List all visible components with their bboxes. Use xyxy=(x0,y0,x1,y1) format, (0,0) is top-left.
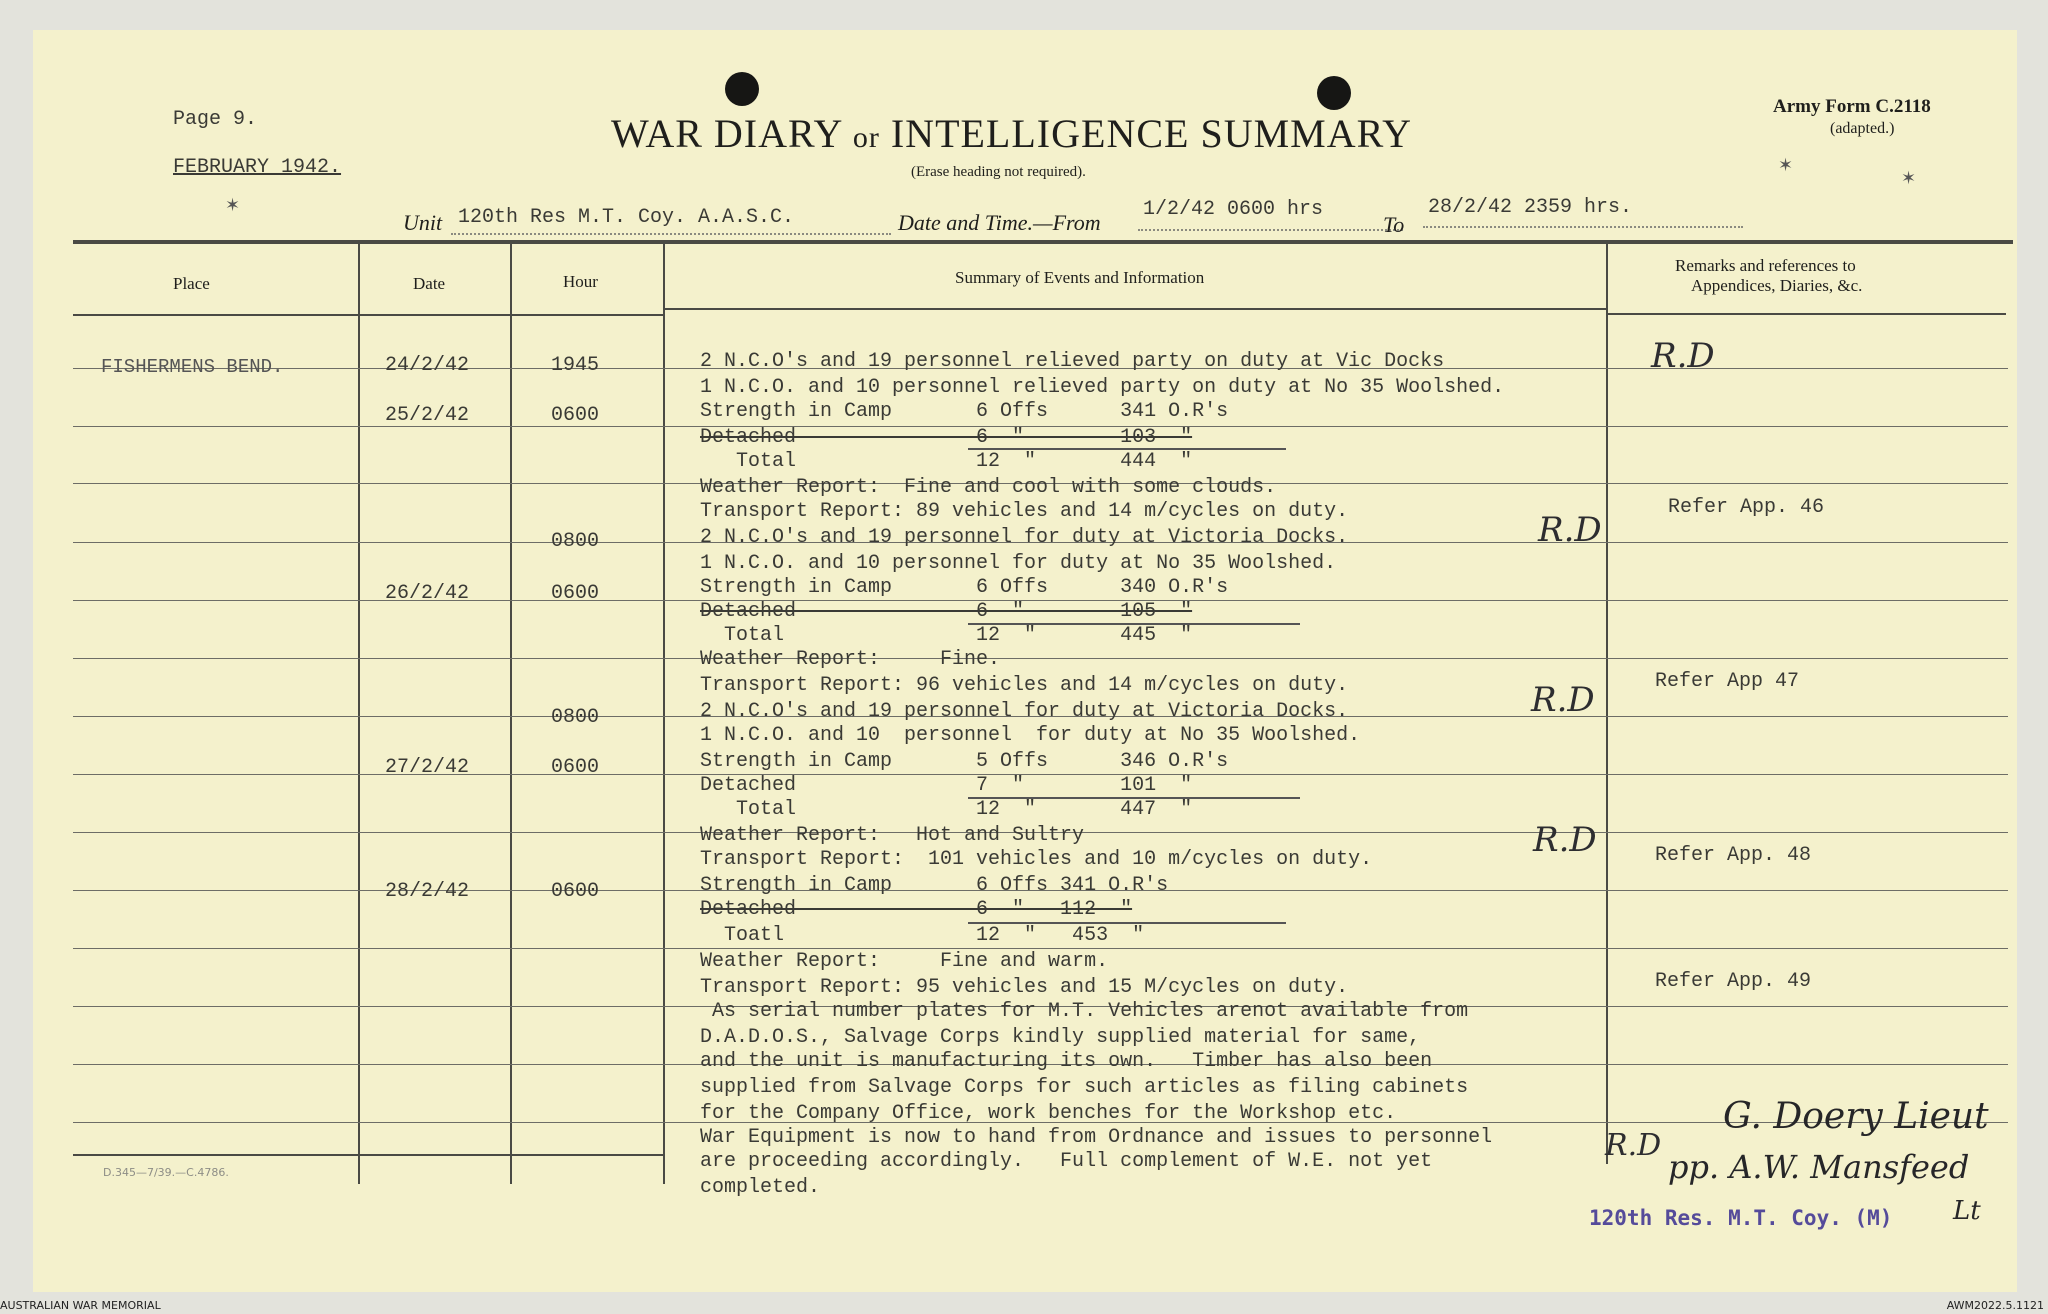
event-line: 1 N.C.O. and 10 personnel relieved party on duty at No 35 Woolshed. xyxy=(700,376,1505,399)
handwritten-initials: R.D xyxy=(1538,510,1602,550)
page-number: Page 9. xyxy=(173,108,258,131)
footer-archive-credit: AUSTRALIAN WAR MEMORIAL xyxy=(0,1299,161,1312)
col-header-summary: Summary of Events and Information xyxy=(955,268,1205,287)
col-header-hour: Hour xyxy=(563,272,598,291)
event-line: 2 N.C.O's and 19 personnel for duty at Victoria Docks. xyxy=(700,700,1349,723)
to-label: To xyxy=(1383,212,1405,237)
event-line: Strength in Camp 5 Offs 346 O.R's xyxy=(700,750,1229,773)
total-underline xyxy=(968,623,1300,625)
event-line: Total 12 " 445 " xyxy=(700,624,1193,647)
event-line: Toatl 12 " 453 " xyxy=(700,924,1145,947)
header-bottom-rule-remarks xyxy=(1606,313,2006,315)
from-dotline xyxy=(1138,229,1403,231)
remark-app-47: Refer App 47 xyxy=(1655,670,1800,693)
date-27-2-42: 27/2/42 xyxy=(385,756,470,779)
event-line: 1 N.C.O. and 10 personnel for duty at No 35 Woolshed. xyxy=(700,552,1337,575)
row-rule xyxy=(73,658,2008,659)
staple-mark: ✶ xyxy=(1901,168,1917,189)
col-divider-date-hour xyxy=(510,244,512,1184)
event-line: 2 N.C.O's and 19 personnel for duty at Victoria Docks. xyxy=(700,526,1349,549)
date-time-label: Date and Time.—From xyxy=(898,210,1101,235)
unit-label: Unit xyxy=(403,210,443,235)
erase-note: (Erase heading not required). xyxy=(911,164,1086,180)
hour-0800: 0800 xyxy=(551,530,600,553)
unit-dotline xyxy=(451,233,891,235)
col-header-remarks-2: Appendices, Diaries, &c. xyxy=(1691,276,1863,295)
hour-0600: 0600 xyxy=(551,582,600,605)
event-line: completed. xyxy=(700,1176,821,1199)
total-underline xyxy=(968,448,1286,450)
table-top-rule xyxy=(73,240,2013,244)
hour-0600: 0600 xyxy=(551,756,600,779)
col-header-remarks-1: Remarks and references to xyxy=(1675,256,1856,275)
event-line: 2 N.C.O's and 19 personnel relieved party on duty at Vic Docks xyxy=(700,350,1445,373)
remark-app-46: Refer App. 46 xyxy=(1668,496,1825,519)
event-line: Detached 6 " 103 " xyxy=(700,426,1193,449)
event-line: Transport Report: 96 vehicles and 14 m/cycles on duty. xyxy=(700,674,1349,697)
header-bottom-rule xyxy=(73,314,663,316)
staple-mark: ✶ xyxy=(1778,155,1794,176)
title-intelligence-summary: INTELLIGENCE SUMMARY xyxy=(890,111,1412,156)
unit-value: 120th Res M.T. Coy. A.A.S.C. xyxy=(458,206,795,229)
event-line: War Equipment is now to hand from Ordnance and issues to personnel xyxy=(700,1126,1493,1149)
event-line: Strength in Camp 6 Offs 341 O.R's xyxy=(700,874,1169,897)
footer-reference-number: AWM2022.5.1121 xyxy=(1946,1299,2044,1312)
place-entry: FISHERMENS BEND. xyxy=(101,356,284,378)
event-line: D.A.D.O.S., Salvage Corps kindly supplied material for same, xyxy=(700,1026,1421,1049)
event-line: Total 12 " 447 " xyxy=(700,798,1193,821)
event-line: Detached 6 " 105 " xyxy=(700,600,1193,623)
hour-1945: 1945 xyxy=(551,354,600,377)
col-header-place: Place xyxy=(173,274,210,293)
event-line: Strength in Camp 6 Offs 340 O.R's xyxy=(700,576,1229,599)
event-line: Transport Report: 95 vehicles and 15 M/cycles on duty. xyxy=(700,976,1349,999)
event-line: for the Company Office, work benches for the Workshop etc. xyxy=(700,1102,1397,1125)
event-line: Weather Report: Fine. xyxy=(700,648,1001,671)
to-value: 28/2/42 2359 hrs. xyxy=(1428,196,1633,219)
header-bottom-rule-summary xyxy=(663,308,1607,310)
army-form-label: Army Form C.2118 xyxy=(1773,96,1931,117)
signature-rank: Lt xyxy=(1953,1196,1981,1226)
signature-lieut: G. Doery Lieut xyxy=(1723,1096,1989,1137)
staple-mark: ✶ xyxy=(225,195,241,216)
col-divider-hour-summary xyxy=(663,244,665,1184)
event-line: are proceeding accordingly. Full complement of W.E. not yet xyxy=(700,1150,1433,1173)
event-line: Detached 7 " 101 " xyxy=(700,774,1193,797)
row-rule xyxy=(73,948,2008,949)
date-24-2-42: 24/2/42 xyxy=(385,354,470,377)
punch-hole-right xyxy=(1317,76,1351,110)
handwritten-initials: R.D xyxy=(1533,820,1597,860)
hour-0600: 0600 xyxy=(551,880,600,903)
date-28-2-42: 28/2/42 xyxy=(385,880,470,903)
to-dotline xyxy=(1423,226,1743,228)
col-divider-summary-remarks xyxy=(1606,244,1608,1164)
title-war-diary: WAR DIARY xyxy=(611,111,842,156)
page-title xyxy=(611,110,1412,157)
table-bottom-rule xyxy=(73,1154,663,1156)
event-line: Strength in Camp 6 Offs 341 O.R's xyxy=(700,400,1229,423)
print-code: D.345—7/39.—C.4786. xyxy=(103,1166,229,1179)
signature-pp: pp. A.W. Mansfeed xyxy=(1668,1148,1970,1186)
hour-0600: 0600 xyxy=(551,404,600,427)
event-line: As serial number plates for M.T. Vehicles arenot available from xyxy=(700,1000,1469,1023)
date-25-2-42: 25/2/42 xyxy=(385,404,470,427)
event-line: Transport Report: 89 vehicles and 14 m/cycles on duty. xyxy=(700,500,1349,523)
event-line: Total 12 " 444 " xyxy=(700,450,1193,473)
event-line: and the unit is manufacturing its own. Timber has also been xyxy=(700,1050,1433,1073)
punch-hole-left xyxy=(725,72,759,106)
event-line: Weather Report: Hot and Sultry xyxy=(700,824,1085,847)
handwritten-initials: R.D xyxy=(1531,680,1595,720)
event-line: Transport Report: 101 vehicles and 10 m/cycles on duty. xyxy=(700,848,1373,871)
handwritten-initials: R.D xyxy=(1651,336,1715,376)
handwritten-initials: R.D xyxy=(1605,1128,1662,1163)
event-line: Weather Report: Fine and cool with some clouds. xyxy=(700,476,1277,499)
adapted-label: (adapted.) xyxy=(1830,120,1895,137)
total-underline xyxy=(968,922,1286,924)
col-divider-place-date xyxy=(358,244,360,1184)
total-underline xyxy=(968,797,1300,799)
remark-app-48: Refer App. 48 xyxy=(1655,844,1812,867)
col-header-date: Date xyxy=(413,274,446,293)
hour-0800: 0800 xyxy=(551,706,600,729)
diary-sheet xyxy=(33,30,2017,1292)
event-line: 1 N.C.O. and 10 personnel for duty at No 35 Woolshed. xyxy=(700,724,1361,747)
date-26-2-42: 26/2/42 xyxy=(385,582,470,605)
unit-stamp: 120th Res. M.T. Coy. (M) xyxy=(1589,1206,1893,1230)
remark-app-49: Refer App. 49 xyxy=(1655,970,1812,993)
from-value: 1/2/42 0600 hrs xyxy=(1143,198,1324,221)
event-line: supplied from Salvage Corps for such articles as filing cabinets xyxy=(700,1076,1469,1099)
event-line: Weather Report: Fine and warm. xyxy=(700,950,1109,973)
month-heading: FEBRUARY 1942. xyxy=(173,156,342,179)
event-line: Detached 6 " 112 " xyxy=(700,898,1133,921)
title-or: or xyxy=(852,121,880,154)
